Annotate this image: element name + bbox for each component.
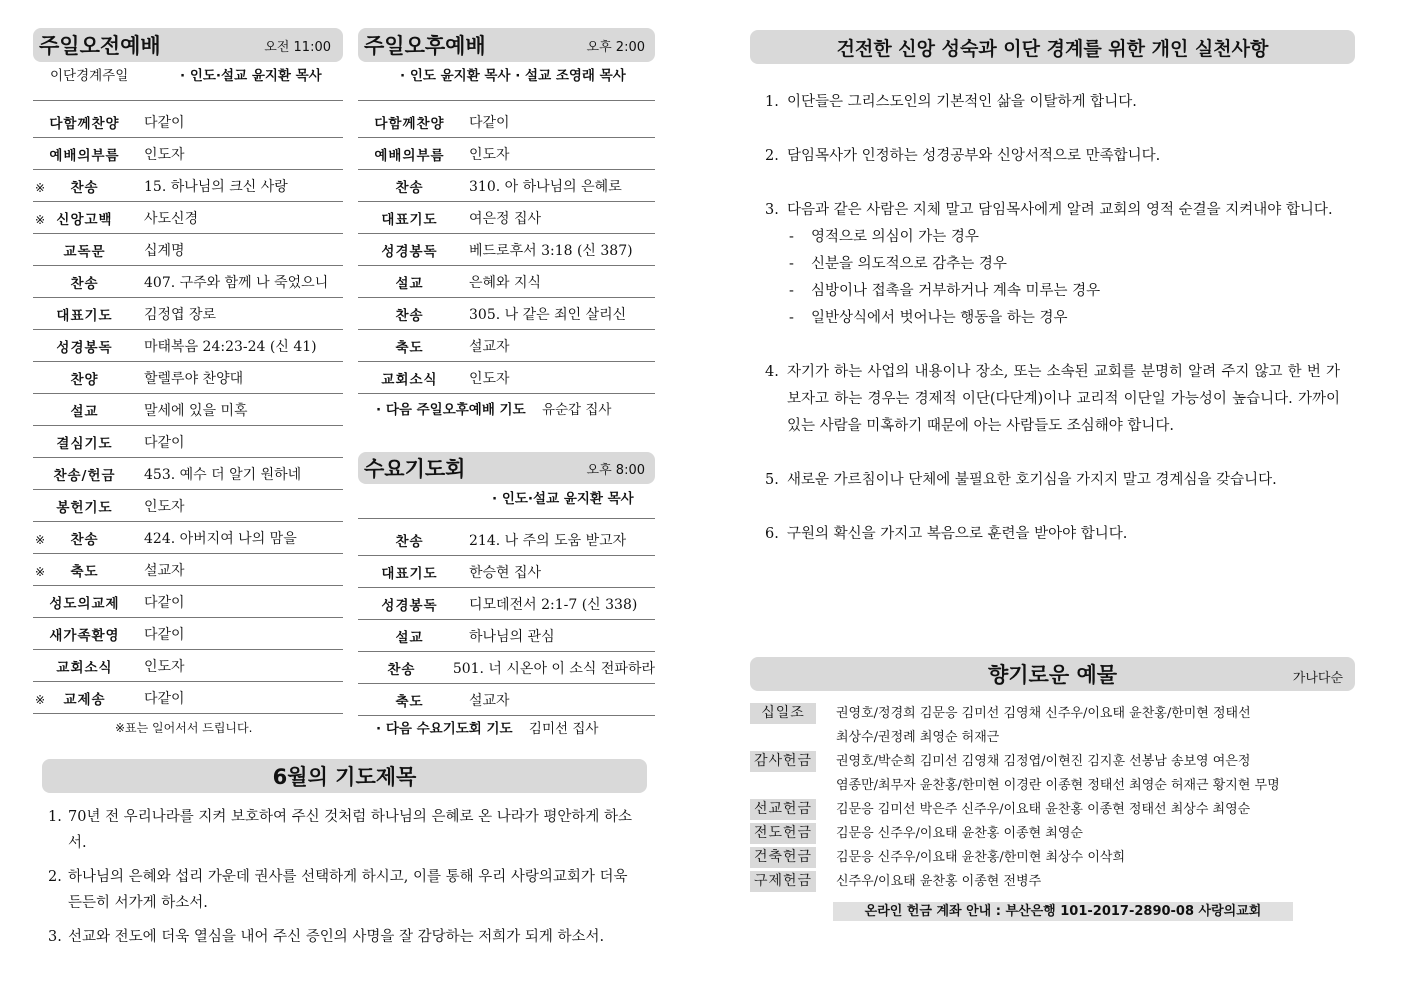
offering-group [750, 870, 1355, 894]
rule-sub-item: - 일반상식에서 벗어나는 행동을 하는 경우 [789, 310, 1068, 326]
order-value: 15. 하나님의 크신 사랑 [144, 179, 288, 195]
wednesday-service-time: 오후 8:00 [586, 462, 645, 478]
afternoon-service-rule [358, 100, 655, 101]
order-value: 인도자 [144, 659, 185, 675]
order-row [358, 106, 655, 138]
offering-label: 구제헌금 [750, 871, 816, 892]
offering-group [750, 822, 1355, 846]
order-value: 십계명 [144, 243, 185, 259]
offering-label: 건축헌금 [750, 847, 816, 868]
offering-names: 염종만/최무자 윤찬홍/한미현 이경란 이종현 정태선 최영순 허재근 황지현 무명 [836, 778, 1280, 793]
afternoon-service-leader: · 인도 윤지환 목사 · 설교 조영래 목사 [400, 68, 626, 84]
offering-label: 선교헌금 [750, 799, 816, 820]
order-value: 할렐루야 찬양대 [144, 371, 244, 387]
order-value: 여은정 집사 [469, 211, 542, 227]
order-value: 설교자 [144, 563, 185, 579]
order-row [33, 298, 343, 330]
order-row [358, 234, 655, 266]
order-label: 교제송 [63, 692, 106, 708]
order-label: 설교 [395, 276, 424, 292]
order-row [33, 458, 343, 490]
rule-item: 5. 새로운 가르침이나 단체에 불필요한 호기심을 가지지 말고 경계심을 갖습니다. [765, 472, 1277, 488]
order-label: 성경봉독 [56, 340, 113, 356]
offering-names: 김문응 신주우/이요태 윤찬홍 이종현 최영순 [836, 826, 1083, 841]
order-value: 407. 구주와 함께 나 죽었으니 [144, 275, 329, 291]
order-label: 성경봉독 [381, 244, 438, 260]
wednesday-service-rule [358, 518, 655, 519]
order-label: 새가족환영 [49, 628, 120, 644]
rule-item: 2. 담임목사가 인정하는 성경공부와 신앙서적으로 만족합니다. [765, 148, 1161, 164]
order-label: 대표기도 [56, 308, 113, 324]
prayer-item: 1. 70년 전 우리나라를 지켜 보호하여 주신 것처럼 하나님의 은혜로 온 나라가 평안하게 하소서. [48, 809, 633, 851]
order-value: 디모데전서 2:1-7 (신 338) [469, 597, 638, 613]
order-row [33, 554, 343, 586]
order-row [33, 394, 343, 426]
standing-mark: ※ [35, 565, 46, 579]
morning-service-title: 주일오전예배 [39, 34, 161, 58]
order-row [358, 652, 655, 684]
order-value: 다같이 [144, 435, 185, 451]
order-row [33, 234, 343, 266]
order-label: 찬송/헌금 [53, 468, 116, 484]
order-value: 인도자 [144, 499, 185, 515]
order-value: 한승현 집사 [469, 565, 542, 581]
morning-service-header [33, 28, 343, 62]
standing-mark: ※ [35, 693, 46, 707]
rules-title: 건전한 신앙 성숙과 이단 경계를 위한 개인 실천사항 [836, 37, 1269, 60]
prayer-topics-header [42, 759, 647, 793]
order-label: 교독문 [63, 244, 106, 260]
order-label: 찬송 [387, 662, 416, 678]
offering-title: 향기로운 예물 [987, 663, 1118, 687]
order-row [33, 650, 343, 682]
order-label: 대표기도 [381, 566, 438, 582]
order-value: 424. 아버지여 나의 맘을 [144, 531, 297, 547]
offering-label: 전도헌금 [750, 823, 816, 844]
order-row [33, 266, 343, 298]
order-label: 교회소식 [56, 660, 113, 676]
order-label: 결심기도 [56, 436, 113, 452]
rule-sub-item: - 영적으로 의심이 가는 경우 [789, 229, 979, 245]
afternoon-service-title: 주일오후예배 [364, 34, 486, 58]
order-value: 김정엽 장로 [144, 307, 217, 323]
order-row [358, 138, 655, 170]
prayer-item: 2. 하나님의 은혜와 섭리 가운데 권사를 선택하게 하시고, 이를 통해 우리 사랑의교회가 더욱 든든히 서가게 하소서. [48, 869, 628, 911]
order-value: 453. 예수 더 알기 원하네 [144, 467, 302, 483]
offering-group [750, 750, 1355, 798]
order-value: 다같이 [144, 115, 185, 131]
order-row [358, 620, 655, 652]
offering-names: 권영호/박순희 김미선 김영채 김정엽/이현진 김지훈 선봉남 송보영 여은정 [836, 754, 1251, 769]
order-label: 축도 [395, 340, 424, 356]
wednesday-service-title: 수요기도회 [364, 457, 466, 481]
wednesday-service-leader: · 인도·설교 윤지환 목사 [492, 491, 634, 507]
afternoon-next-prayer-name: 유순갑 집사 [541, 402, 612, 418]
order-row [358, 556, 655, 588]
offering-label: 십일조 [750, 703, 816, 724]
order-value: 인도자 [469, 147, 510, 163]
standing-note: ※표는 일어서서 드립니다. [115, 721, 253, 735]
order-label: 봉헌기도 [56, 500, 113, 516]
standing-mark: ※ [35, 181, 46, 195]
offering-list [750, 702, 1355, 894]
order-row [33, 330, 343, 362]
order-value: 다같이 [144, 691, 185, 707]
standing-mark: ※ [35, 213, 46, 227]
order-label: 찬송 [70, 532, 99, 548]
afternoon-next-prayer-label: · 다음 주일오후예배 기도 [376, 402, 526, 418]
order-label: 찬송 [395, 180, 424, 196]
order-value: 214. 나 주의 도움 받고자 [469, 533, 627, 549]
order-row [358, 202, 655, 234]
order-label: 예배의부름 [49, 148, 120, 164]
order-row [358, 266, 655, 298]
order-value: 말세에 있을 미혹 [144, 403, 248, 419]
morning-service-leader: · 인도·설교 윤지환 목사 [180, 68, 322, 84]
order-value: 인도자 [144, 147, 185, 163]
offering-group [750, 702, 1355, 750]
order-label: 성경봉독 [381, 598, 438, 614]
order-row [358, 330, 655, 362]
order-row [33, 586, 343, 618]
offering-names: 신주우/이요태 윤찬홍 이종현 전병주 [836, 874, 1042, 889]
morning-service-theme: 이단경계주일 [50, 68, 129, 84]
offering-header [750, 657, 1355, 691]
order-row [33, 682, 343, 714]
wednesday-next-prayer [376, 717, 598, 737]
order-value: 베드로후서 3:18 (신 387) [469, 243, 633, 259]
order-row [33, 490, 343, 522]
order-label: 축도 [395, 694, 424, 710]
order-value: 다같이 [469, 115, 510, 131]
standing-mark: ※ [35, 533, 46, 547]
afternoon-service-time: 오후 2:00 [586, 39, 645, 55]
order-value: 다같이 [144, 627, 185, 643]
offering-names: 권영호/정경희 김문응 김미선 김영채 신주우/이요태 윤찬홍/한미현 정태선 [836, 706, 1251, 721]
rule-item: 6. 구원의 확신을 가지고 복음으로 훈련을 받아야 합니다. [765, 526, 1128, 542]
prayer-item: 3. 선교와 전도에 더욱 열심을 내어 주신 증인의 사명을 잘 감당하는 저희가 되게 하소서. [48, 929, 605, 945]
morning-service-time: 오전 11:00 [264, 39, 331, 55]
order-row [33, 106, 343, 138]
prayer-topics-list [48, 804, 646, 958]
rule-item: 3. 다음과 같은 사람은 지체 말고 담임목사에게 알려 교회의 영적 순결을 지켜내야 합니다. - 영적으로 의심이 가는 경우 - 신분을 의도적으로 감추는 경우 - 심방이나 접촉을 거부하거나 계속 미루는 경우 - 일반상식에서 벗어나는 행동을 하는 경우 [765, 197, 1340, 332]
offering-names: 최상수/권정례 최영순 허재근 [836, 730, 1000, 745]
order-row [358, 524, 655, 556]
wednesday-next-prayer-label: · 다음 수요기도회 기도 [376, 721, 513, 737]
order-row [33, 618, 343, 650]
order-label: 다함께찬양 [49, 116, 120, 132]
offering-order-note: 가나다순 [1292, 671, 1343, 686]
wednesday-next-prayer-name: 김미선 집사 [528, 721, 599, 737]
order-label: 축도 [70, 564, 99, 580]
order-row [358, 588, 655, 620]
order-label: 다함께찬양 [374, 116, 445, 132]
order-value: 305. 나 같은 죄인 살리신 [469, 307, 627, 323]
order-label: 찬송 [70, 180, 99, 196]
offering-names: 김문응 신주우/이요태 윤찬홍/한미현 최상수 이삭희 [836, 850, 1126, 865]
offering-group [750, 798, 1355, 822]
order-label: 찬송 [70, 276, 99, 292]
order-value: 사도신경 [144, 211, 199, 227]
afternoon-next-prayer [376, 398, 611, 418]
order-label: 찬송 [395, 534, 424, 550]
rule-sub-item: - 신분을 의도적으로 감추는 경우 [789, 256, 1007, 272]
order-label: 설교 [395, 630, 424, 646]
prayer-topics-title: 6월의 기도제목 [272, 765, 417, 789]
order-label: 예배의부름 [374, 148, 445, 164]
order-row [33, 202, 343, 234]
rule-sub-item: - 심방이나 접촉을 거부하거나 계속 미루는 경우 [789, 283, 1101, 299]
order-value: 설교자 [469, 339, 510, 355]
order-label: 성도의교제 [49, 596, 120, 612]
order-row [358, 362, 655, 394]
order-label: 설교 [70, 404, 99, 420]
order-value: 마태복음 24:23-24 (신 41) [144, 339, 317, 355]
offering-label: 감사헌금 [750, 751, 816, 772]
rules-list [765, 89, 1340, 575]
order-value: 다같이 [144, 595, 185, 611]
online-offering-account: 온라인 헌금 계좌 안내 : 부산은행 101-2017-2890-08 사랑의교회 [833, 902, 1293, 921]
order-value: 인도자 [469, 371, 510, 387]
afternoon-service-header [358, 28, 655, 62]
rules-header [750, 30, 1355, 64]
offering-group [750, 846, 1355, 870]
order-row [33, 170, 343, 202]
rule-item: 4. 자기가 하는 사업의 내용이나 장소, 또는 소속된 교회를 분명히 알려 주지 않고 한 번 가 보자고 하는 경우는 경제적 이단(다단계)이나 교리적 이단일 가능성이 높습니다. 가까이 있는 사람을 미혹하기 때문에 아는 사람들도 조심해야 합니다. [765, 364, 1340, 434]
offering-names: 김문응 김미선 박은주 신주우/이요태 윤찬홍 이종현 정태선 최상수 최영순 [836, 802, 1251, 817]
order-value: 310. 아 하나님의 은혜로 [469, 179, 622, 195]
order-label: 신앙고백 [56, 212, 113, 228]
order-row [33, 138, 343, 170]
order-label: 찬송 [395, 308, 424, 324]
order-row [33, 522, 343, 554]
order-label: 대표기도 [381, 212, 438, 228]
order-value: 은혜와 지식 [469, 275, 542, 291]
order-row [358, 684, 655, 716]
order-value: 501. 너 시온아 이 소식 전파하라 [452, 661, 655, 677]
wednesday-service-header [358, 452, 655, 484]
order-row [33, 426, 343, 458]
order-label: 찬양 [70, 372, 99, 388]
order-row [33, 362, 343, 394]
order-row [358, 298, 655, 330]
rule-item: 1. 이단들은 그리스도인의 기본적인 삶을 이탈하게 합니다. [765, 94, 1137, 110]
order-row [358, 170, 655, 202]
order-label: 교회소식 [381, 372, 438, 388]
order-value: 하나님의 관심 [469, 629, 555, 645]
order-value: 설교자 [469, 693, 510, 709]
morning-service-rule [33, 100, 343, 101]
